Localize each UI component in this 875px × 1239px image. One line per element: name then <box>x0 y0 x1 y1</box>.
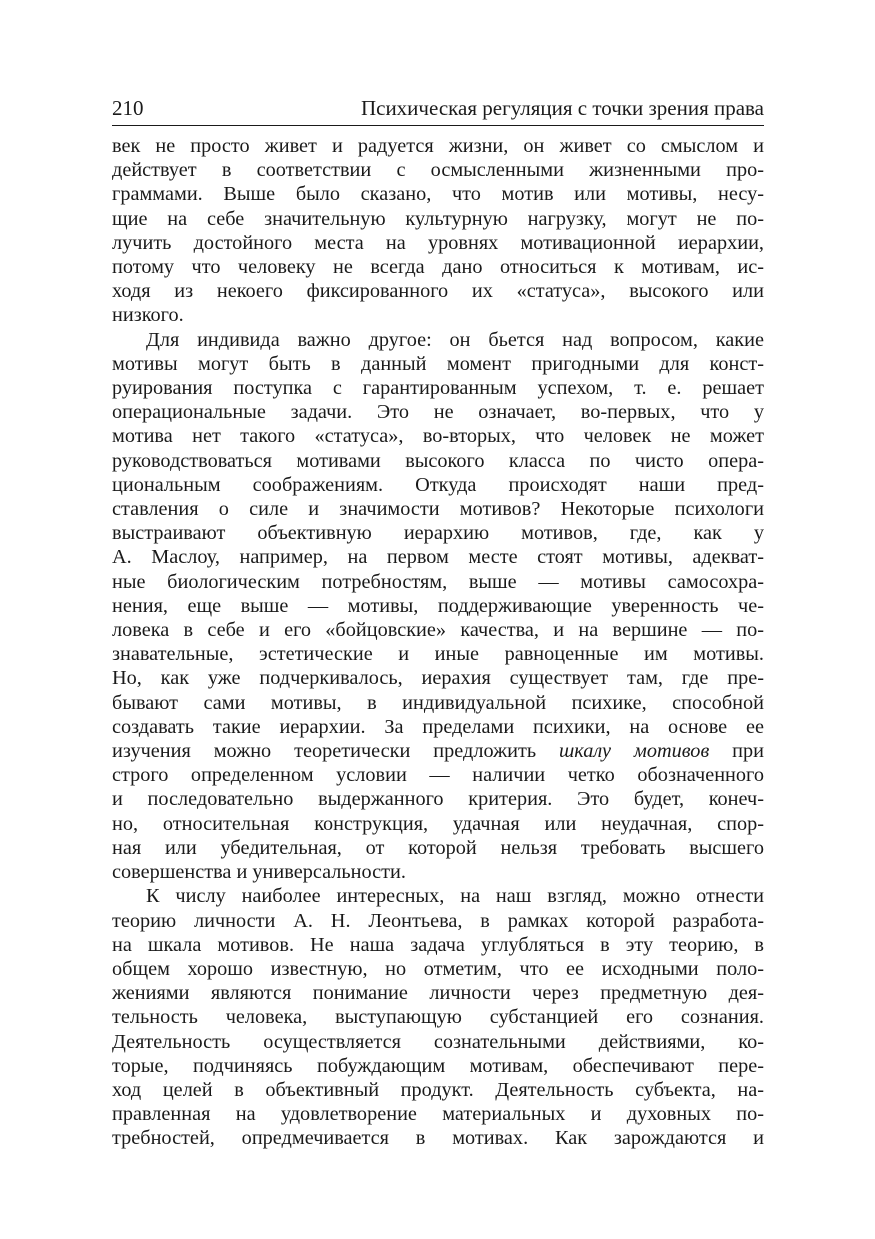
text-line: правленная на удовлетворение материальных и духовных по- <box>112 1103 764 1126</box>
text-line: Деятельность осуществляется сознательными действиями, ко- <box>112 1030 764 1053</box>
page-number: 210 <box>112 96 144 120</box>
text-line: век не просто живет и радуется жизни, он живет со смыслом и <box>112 135 764 157</box>
text-line: бывают сами мотивы, в индивидуальной психике, способной <box>112 691 764 714</box>
body-text <box>112 134 764 1151</box>
text-line: знавательные, эстетические и иные равноценные им мотивы. <box>112 643 764 666</box>
text-line: руирования поступка с гарантированным успехом, т. е. решает <box>112 377 764 400</box>
italic-term: шкалу мотивов <box>558 740 710 763</box>
text-line: совершенства и универсальности. <box>112 861 406 884</box>
text-line: ные биологическим потребностям, выше — мотивы самосохра- <box>112 570 764 593</box>
text-line: но, относительная конструкция, удачная или неудачная, спор- <box>112 812 764 835</box>
text-line: требностей, опредмечивается в мотивах. Как зарождаются и <box>112 1127 764 1150</box>
text-line: граммами. Выше было сказано, что мотив или мотивы, несу- <box>112 183 764 206</box>
text-line: и последовательно выдержанного критерия. Это будет, конеч- <box>112 788 764 811</box>
text-line: ход целей в объективный продукт. Деятельность субъекта, на- <box>112 1078 764 1101</box>
text-line: Для индивида важно другое: он бьется над вопросом, какие <box>146 328 764 351</box>
text-line: мотивы могут быть в данный момент пригодными для конст- <box>112 352 764 375</box>
text-line: создавать такие иерархии. За пределами психики, на основе ее <box>112 715 764 738</box>
paragraph <box>112 884 764 1150</box>
paragraph <box>112 328 764 885</box>
text-line: тельность человека, выступающую субстанцией его сознания. <box>112 1006 764 1029</box>
text-line: изучения можно теоретически предложить шкалу мотивов при <box>112 740 765 763</box>
text-line: Но, как уже подчеркивалось, иерахия существует там, где пре- <box>112 667 764 690</box>
text-line: ходя из некоего фиксированного их «статуса», высокого или <box>112 280 764 303</box>
text-line: К числу наиболее интересных, на наш взгляд, можно отнести <box>146 885 764 908</box>
text-line: на шкала мотивов. Не наша задача углубляться в эту теорию, в <box>112 933 764 956</box>
text-line: жениями являются понимание личности через предметную дея- <box>112 982 764 1005</box>
text-line: ловека в себе и его «бойцовские» качества, и на вершине — по- <box>112 619 764 642</box>
text-line: ная или убедительная, от которой нельзя требовать высшего <box>112 836 764 859</box>
text-line: выстраивают объективную иерархию мотивов, где, как у <box>112 522 764 545</box>
text-line: действует в соответствии с осмысленными жизненными про- <box>112 159 764 182</box>
book-page <box>112 96 764 1151</box>
text-line: низкого. <box>112 304 184 327</box>
text-line: А. Маслоу, например, на первом месте стоят мотивы, адекват- <box>112 546 764 569</box>
text-line: теорию личности А. Н. Леонтьева, в рамках которой разработа- <box>112 909 764 932</box>
text-line: общем хорошо известную, но отметим, что ее исходными поло- <box>112 957 764 980</box>
running-header <box>112 96 764 126</box>
text-line: нения, еще выше — мотивы, поддерживающие уверенность че- <box>112 594 764 617</box>
text-line: мотива нет такого «статуса», во-вторых, что человек не может <box>112 425 764 448</box>
text-line: руководствоваться мотивами высокого класса по чисто опера- <box>112 449 764 472</box>
text-line: строго определенном условии — наличии четко обозначенного <box>112 764 764 787</box>
paragraph <box>112 134 764 328</box>
text-line: операциональные задачи. Это не означает, во-первых, что у <box>112 401 764 424</box>
text-line: циональным соображениям. Откуда происходят наши пред- <box>112 473 764 496</box>
text-line: лучить достойного места на уровнях мотивационной иерархии, <box>112 231 764 254</box>
text-line: ставления о силе и значимости мотивов? Некоторые психологи <box>112 498 764 521</box>
text-line: щие на себе значительную культурную нагрузку, могут не по- <box>112 207 764 230</box>
running-title: Психическая регуляция с точки зрения права <box>360 96 764 120</box>
text-line: торые, подчиняясь побуждающим мотивам, обеспечивают пере- <box>112 1054 764 1077</box>
text-line: потому что человеку не всегда дано относиться к мотивам, ис- <box>112 256 764 279</box>
